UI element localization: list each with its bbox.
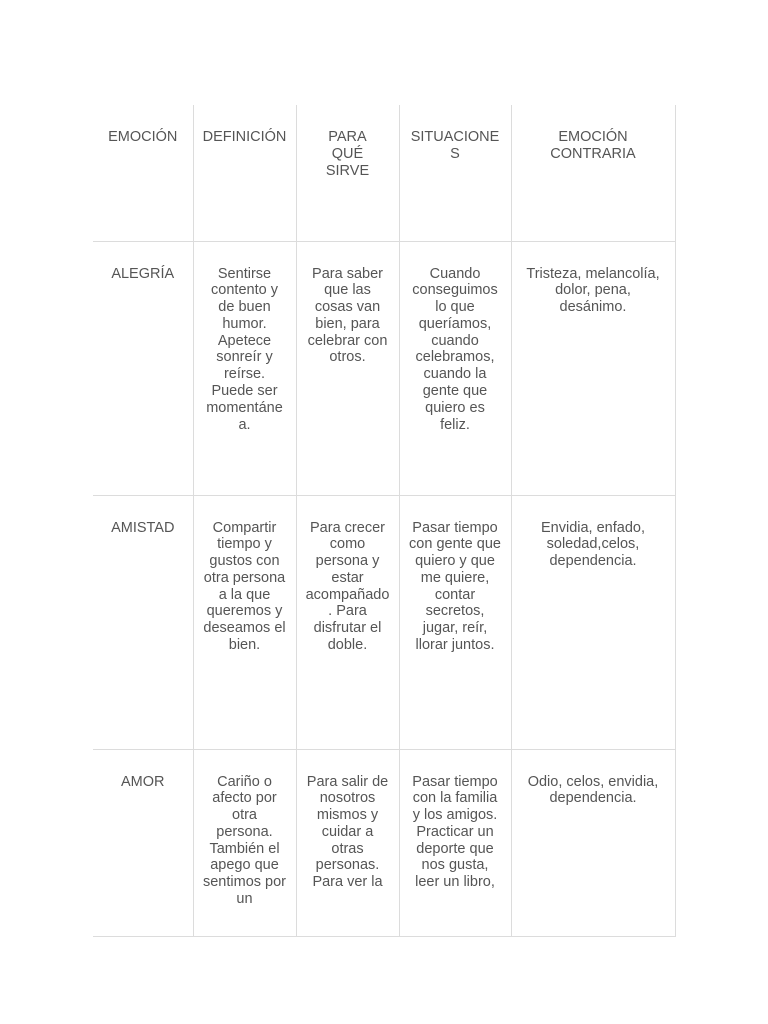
cell-contrary: Envidia, enfado, soledad,celos, dependencia. (511, 495, 675, 749)
header-situations: SITUACIONES (399, 105, 511, 241)
cell-emotion: AMISTAD (93, 495, 193, 749)
cell-contrary: Odio, celos, envidia, dependencia. (511, 749, 675, 936)
cell-situations: Cuando conseguimos lo que queríamos, cuando celebramos, cuando la gente que quiero es feliz. (399, 241, 511, 495)
cell-contrary: Tristeza, melancolía, dolor, pena, desánimo. (511, 241, 675, 495)
cell-situations: Pasar tiempo con la familia y los amigos. Practicar un deporte que nos gusta, leer un libro, (399, 749, 511, 936)
cell-purpose: Para saber que las cosas van bien, para celebrar con otros. (296, 241, 399, 495)
cell-emotion: AMOR (93, 749, 193, 936)
emotions-table (93, 105, 676, 937)
header-purpose: PARA QUÉ SIRVE (296, 105, 399, 241)
cell-definition: Sentirse contento y de buen humor. Apetece sonreír y reírse. Puede ser momentánea. (193, 241, 296, 495)
table-row (93, 495, 675, 749)
cell-emotion: ALEGRÍA (93, 241, 193, 495)
cell-purpose: Para salir de nosotros mismos y cuidar a otras personas. Para ver la (296, 749, 399, 936)
table-row (93, 241, 675, 495)
table-row (93, 749, 675, 936)
header-emotion: EMOCIÓN (93, 105, 193, 241)
cell-situations: Pasar tiempo con gente que quiero y que me quiere, contar secretos, jugar, reír, llorar juntos. (399, 495, 511, 749)
table-header-row (93, 105, 675, 241)
header-contrary: EMOCIÓN CONTRARIA (511, 105, 675, 241)
header-definition: DEFINICIÓN (193, 105, 296, 241)
cell-definition: Cariño o afecto por otra persona. También el apego que sentimos por un (193, 749, 296, 936)
cell-purpose: Para crecer como persona y estar acompañado. Para disfrutar el doble. (296, 495, 399, 749)
cell-definition: Compartir tiempo y gustos con otra persona a la que queremos y deseamos el bien. (193, 495, 296, 749)
